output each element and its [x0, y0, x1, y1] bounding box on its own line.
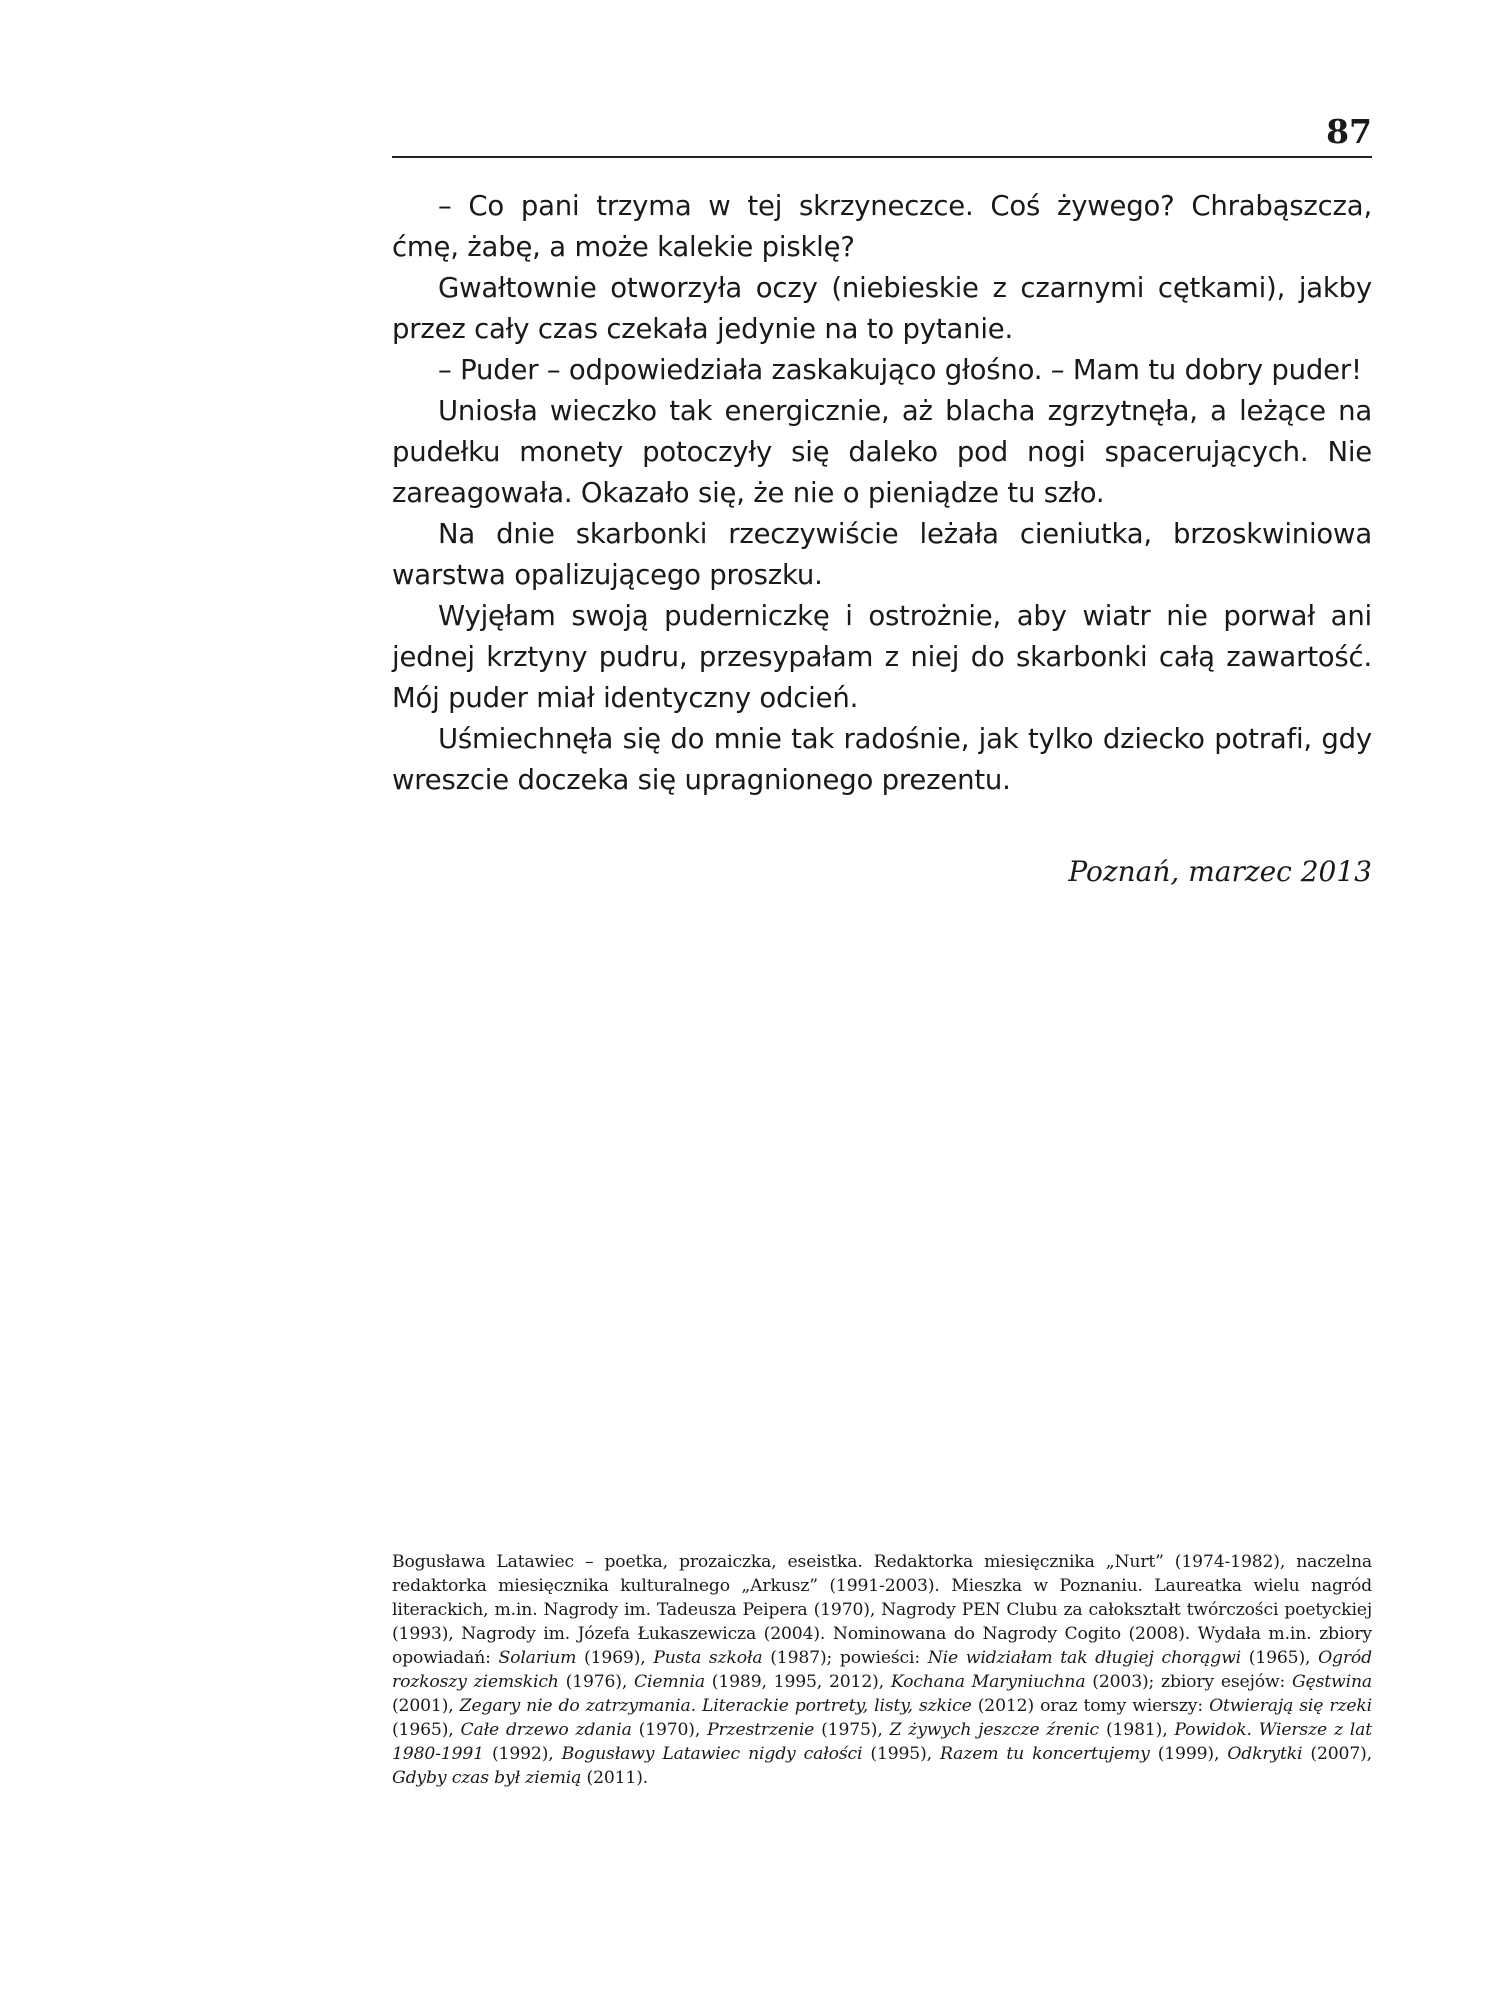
bio-title: Pusta szkoła [653, 1648, 763, 1668]
story-paragraph: Wyjęłam swoją puderniczkę i ostrożnie, aby wiatr nie porwał ani jednej krztyny pudru, przesypałam z niej do skarbonki całą zawartość. Mój puder miał identyczny odcień. [392, 600, 1372, 714]
bio-text: (2003); zbiory esejów: [1085, 1672, 1293, 1692]
bio-title: Ogród rozkoszy ziemskich [392, 1648, 1372, 1692]
closing-place-date: Poznań, marzec 2013 [1068, 855, 1372, 888]
bio-title: Solarium [498, 1648, 577, 1668]
header-rule [392, 156, 1372, 158]
bio-title: Bogusławy Latawiec nigdy całości [561, 1744, 863, 1764]
bio-text: (1992), [483, 1744, 562, 1764]
story-paragraph: – Co pani trzyma w tej skrzyneczce. Coś żywego? Chrabąszcza, ćmę, żabę, a może kalekie pisklę? [392, 190, 1372, 263]
story-paragraph: Uniosła wieczko tak energicznie, aż blacha zgrzytnęła, a leżące na pudełku monety potoczyły się daleko pod nogi spacerujących. Nie zareagowała. Okazało się, że nie o pieniądze tu szło. [392, 395, 1372, 509]
bio-text: (1970), [631, 1720, 708, 1740]
bio-text: (2012) oraz tomy wierszy: [971, 1696, 1210, 1716]
story-paragraph: Na dnie skarbonki rzeczywiście leżała cieniutka, brzoskwiniowa warstwa opalizującego proszku. [392, 518, 1372, 591]
story-text [392, 186, 1372, 801]
bio-title: Nie widziałam tak długiej chorągwi [927, 1648, 1242, 1668]
bio-title: Z żywych jeszcze źrenic [889, 1720, 1100, 1740]
bio-title: Ciemnia [634, 1672, 705, 1692]
bio-title: Powidok. Wiersze z lat 1980-1991 [392, 1720, 1372, 1764]
bio-text: (1989, 1995, 2012), [704, 1672, 891, 1692]
story-paragraph: Gwałtownie otworzyła oczy (niebieskie z czarnymi cętkami), jakby przez cały czas czekała jedynie na to pytanie. [392, 272, 1372, 345]
bio-title: Kochana Maryniuchna [890, 1672, 1086, 1692]
author-bio-note [392, 1550, 1372, 1790]
bio-text: (1987); powieści: [762, 1648, 928, 1668]
bio-title: Całe drzewo zdania [460, 1720, 632, 1740]
bio-text: (1965), [392, 1720, 461, 1740]
bio-title: Zegary nie do zatrzymania. Literackie portrety, listy, szkice [459, 1696, 972, 1716]
bio-title: Odkrytki [1227, 1744, 1303, 1764]
bio-text: (1995), [862, 1744, 940, 1764]
bio-text: (1981), [1099, 1720, 1175, 1740]
bio-text: (1969), [576, 1648, 654, 1668]
bio-title: Przestrzenie [707, 1720, 815, 1740]
bio-text: (1965), [1241, 1648, 1319, 1668]
bio-text: (2011). [581, 1768, 649, 1788]
bio-text: (1999), [1149, 1744, 1228, 1764]
bio-title: Gęstwina [1292, 1672, 1372, 1692]
bio-text: (2001), [392, 1696, 460, 1716]
page-number: 87 [1326, 112, 1372, 151]
bio-text: (1975), [814, 1720, 890, 1740]
bio-title: Gdyby czas był ziemią [392, 1768, 582, 1788]
bio-text: (1976), [558, 1672, 635, 1692]
bio-title: Otwierają się rzeki [1209, 1696, 1372, 1716]
bio-text: Bogusława Latawiec – poetka, prozaiczka, eseistka. Redaktorka miesięcznika „Nurt” (1974-1982), naczelna redaktorka miesięcznika kulturalnego „Arkusz” (1991-2003). Mieszka w Poznaniu. Laureatka wielu nagród literackich, m.in. Nagrody im. Tadeusza Peipera (1970), Nagrody PEN Clubu za całokształt twórczości poetyckiej (1993), Nagrody im. Józefa Łukaszewicza (2004). Nominowana do Nagrody Cogito (2008). Wydała m.in. zbiory opowiadań: [392, 1552, 1372, 1668]
story-paragraph: Uśmiechnęła się do mnie tak radośnie, jak tylko dziecko potrafi, gdy wreszcie doczeka się upragnionego prezentu. [392, 723, 1372, 796]
story-paragraph: – Puder – odpowiedziała zaskakująco głośno. – Mam tu dobry puder! [438, 354, 1362, 386]
bio-title: Razem tu koncertujemy [940, 1744, 1150, 1764]
bio-text: (2007), [1302, 1744, 1372, 1764]
